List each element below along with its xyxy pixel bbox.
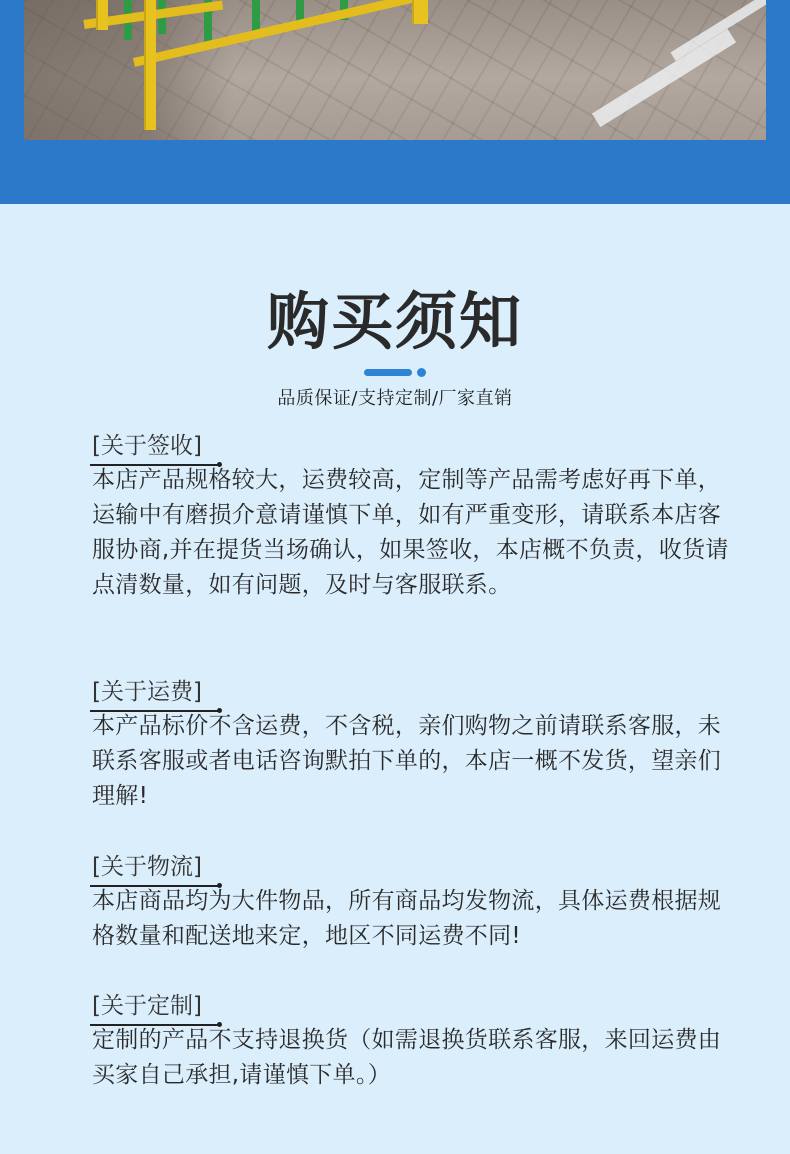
section-logistics bbox=[92, 851, 732, 954]
section-heading bbox=[92, 676, 210, 708]
heading-underline bbox=[90, 885, 218, 887]
section-body: 定制的产品不支持退换货（如需退换货联系客服，来回运费由买家自己承担,请谨慎下单。） bbox=[92, 1027, 722, 1088]
title-decoration-dot bbox=[417, 368, 426, 377]
fence-post bbox=[144, 0, 156, 130]
page-subtitle: 品质保证/支持定制/厂家直销 bbox=[277, 388, 513, 409]
section-shipping-fee bbox=[92, 676, 732, 814]
heading-underline bbox=[90, 710, 218, 712]
section-heading bbox=[92, 430, 210, 462]
section-body: 本店商品均为大件物品，所有商品均发物流，具体运费根据规格数量和配送地来定，地区不同运费不同! bbox=[92, 888, 722, 949]
section-body: 本店产品规格较大，运费较高，定制等产品需考虑好再下单，运输中有磨损介意请谨慎下单，如有严重变形，请联系本店客服协商,并在提货当场确认，如果签收，本店概不负责，收货请点清数量，如有问题，及时与客服联系。 bbox=[92, 467, 729, 598]
fence-post bbox=[412, 0, 428, 24]
fence-product-photo bbox=[24, 0, 766, 140]
section-heading-text: [关于运费] bbox=[92, 679, 202, 705]
section-heading-text: [关于签收] bbox=[92, 433, 202, 459]
title-decoration-line bbox=[364, 369, 412, 376]
photo-fence bbox=[24, 0, 766, 140]
fence-post bbox=[96, 0, 108, 30]
page-title: 购买须知 bbox=[266, 285, 523, 358]
section-signing bbox=[92, 430, 732, 603]
section-heading bbox=[92, 851, 210, 883]
section-body: 本产品标价不含运费，不含税，亲们购物之前请联系客服，未联系客服或者电话咨询默拍下单的，本店一概不发货，望亲们理解! bbox=[92, 713, 722, 809]
title-decoration bbox=[364, 369, 428, 377]
section-heading-text: [关于定制] bbox=[92, 993, 202, 1019]
heading-underline bbox=[90, 1024, 218, 1026]
section-heading bbox=[92, 990, 210, 1022]
section-customization bbox=[92, 990, 732, 1093]
heading-underline bbox=[90, 464, 218, 466]
section-heading-text: [关于物流] bbox=[92, 854, 202, 880]
